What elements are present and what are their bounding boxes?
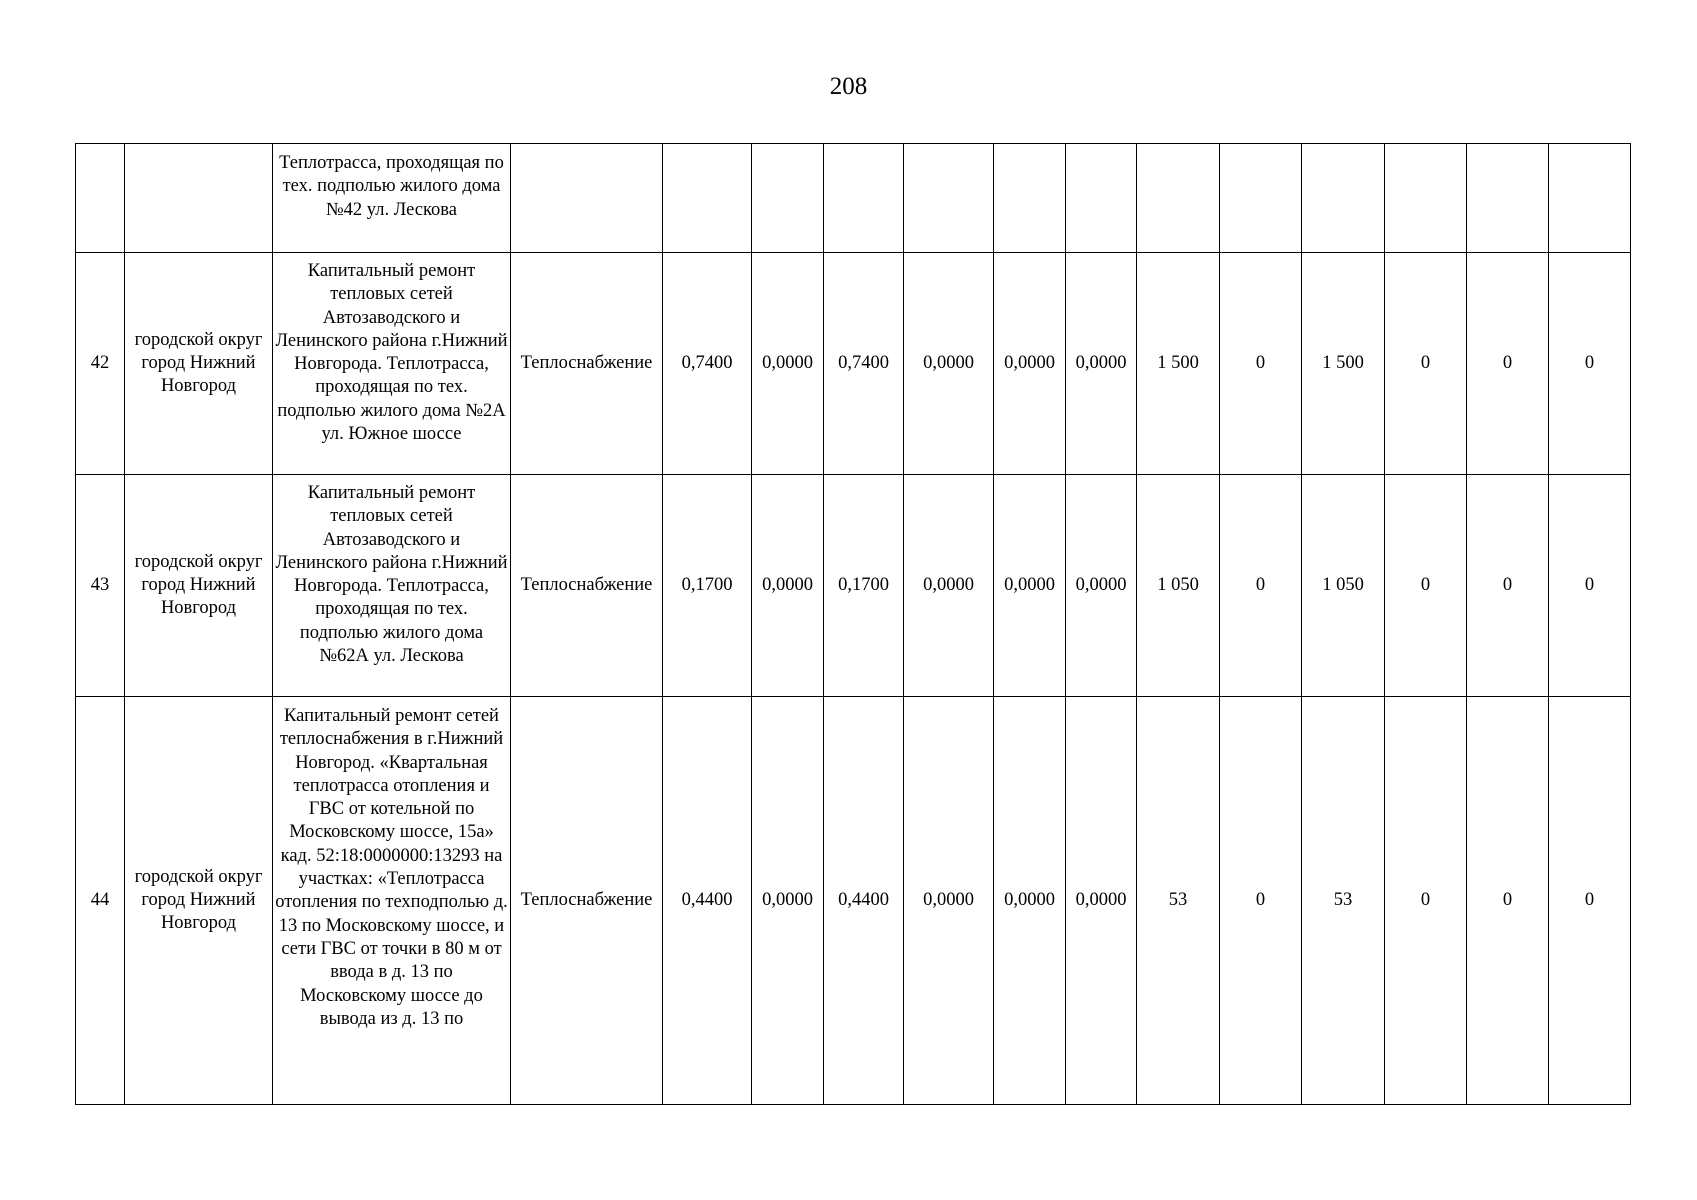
municipality-cell xyxy=(125,144,273,253)
value-cell xyxy=(752,144,824,253)
value-cell xyxy=(663,144,752,253)
value-cell: 1 500 xyxy=(1302,253,1385,475)
value-cell: 0,1700 xyxy=(663,475,752,697)
value-cell: 0,4400 xyxy=(663,697,752,1105)
table-row xyxy=(76,144,1631,253)
value-cell: 0 xyxy=(1220,697,1302,1105)
value-cell: 0,0000 xyxy=(904,475,994,697)
value-cell xyxy=(824,144,904,253)
description-cell: Капитальный ремонт тепловых сетей Автозаводского и Ленинского района г.Нижний Новгорода. Теплотрасса, проходящая по тех. подполью жилого дома №62А ул. Лескова xyxy=(273,475,511,697)
value-cell xyxy=(1385,144,1467,253)
category-cell: Теплоснабжение xyxy=(511,697,663,1105)
description-cell: Теплотрасса, проходящая по тех. подполью жилого дома №42 ул. Лескова xyxy=(273,144,511,253)
value-cell: 0,0000 xyxy=(752,253,824,475)
value-cell: 0 xyxy=(1549,475,1631,697)
value-cell: 53 xyxy=(1302,697,1385,1105)
row-number-cell: 42 xyxy=(76,253,125,475)
row-number-cell xyxy=(76,144,125,253)
category-cell: Теплоснабжение xyxy=(511,253,663,475)
value-cell: 53 xyxy=(1137,697,1220,1105)
municipality-cell: городской округ город Нижний Новгород xyxy=(125,253,273,475)
value-cell: 0 xyxy=(1385,697,1467,1105)
row-number-cell: 44 xyxy=(76,697,125,1105)
value-cell: 0,0000 xyxy=(994,253,1066,475)
table-row xyxy=(76,475,1631,697)
value-cell: 0 xyxy=(1467,475,1549,697)
value-cell: 0,0000 xyxy=(1066,697,1137,1105)
value-cell: 0,0000 xyxy=(904,697,994,1105)
value-cell: 0,1700 xyxy=(824,475,904,697)
value-cell: 0,0000 xyxy=(994,697,1066,1105)
value-cell: 0 xyxy=(1549,697,1631,1105)
value-cell xyxy=(1302,144,1385,253)
value-cell xyxy=(1467,144,1549,253)
value-cell: 0 xyxy=(1467,697,1549,1105)
category-cell: Теплоснабжение xyxy=(511,475,663,697)
category-cell xyxy=(511,144,663,253)
municipality-cell: городской округ город Нижний Новгород xyxy=(125,697,273,1105)
value-cell: 0,4400 xyxy=(824,697,904,1105)
value-cell xyxy=(994,144,1066,253)
table-row xyxy=(76,253,1631,475)
value-cell: 1 500 xyxy=(1137,253,1220,475)
municipality-cell: городской округ город Нижний Новгород xyxy=(125,475,273,697)
page-number: 208 xyxy=(829,73,868,100)
value-cell xyxy=(1137,144,1220,253)
value-cell: 0 xyxy=(1385,253,1467,475)
value-cell: 0,0000 xyxy=(752,475,824,697)
value-cell: 0,0000 xyxy=(994,475,1066,697)
value-cell: 1 050 xyxy=(1137,475,1220,697)
table-row xyxy=(76,697,1631,1105)
value-cell: 1 050 xyxy=(1302,475,1385,697)
value-cell: 0 xyxy=(1220,253,1302,475)
description-cell: Капитальный ремонт тепловых сетей Автозаводского и Ленинского района г.Нижний Новгорода. Теплотрасса, проходящая по тех. подполью жилого дома №2А ул. Южное шоссе xyxy=(273,253,511,475)
value-cell: 0 xyxy=(1385,475,1467,697)
value-cell: 0,7400 xyxy=(824,253,904,475)
description-cell: Капитальный ремонт сетей теплоснабжения в г.Нижний Новгород. «Квартальная теплотрасса отопления и ГВС от котельной по Московскому шоссе, 15а» кад. 52:18:0000000:13293 на участках: «Теплотрасса отопления по техподполью д. 13 по Московскому шоссе, и сети ГВС от точки в 80 м от ввода в д. 13 по Московскому шоссе до вывода из д. 13 по xyxy=(273,697,511,1105)
value-cell xyxy=(1549,144,1631,253)
value-cell: 0,0000 xyxy=(904,253,994,475)
value-cell: 0 xyxy=(1220,475,1302,697)
value-cell xyxy=(904,144,994,253)
value-cell: 0,0000 xyxy=(1066,475,1137,697)
value-cell: 0 xyxy=(1549,253,1631,475)
value-cell xyxy=(1220,144,1302,253)
value-cell: 0 xyxy=(1467,253,1549,475)
value-cell xyxy=(1066,144,1137,253)
data-table xyxy=(75,143,1631,1105)
value-cell: 0,7400 xyxy=(663,253,752,475)
value-cell: 0,0000 xyxy=(1066,253,1137,475)
value-cell: 0,0000 xyxy=(752,697,824,1105)
row-number-cell: 43 xyxy=(76,475,125,697)
